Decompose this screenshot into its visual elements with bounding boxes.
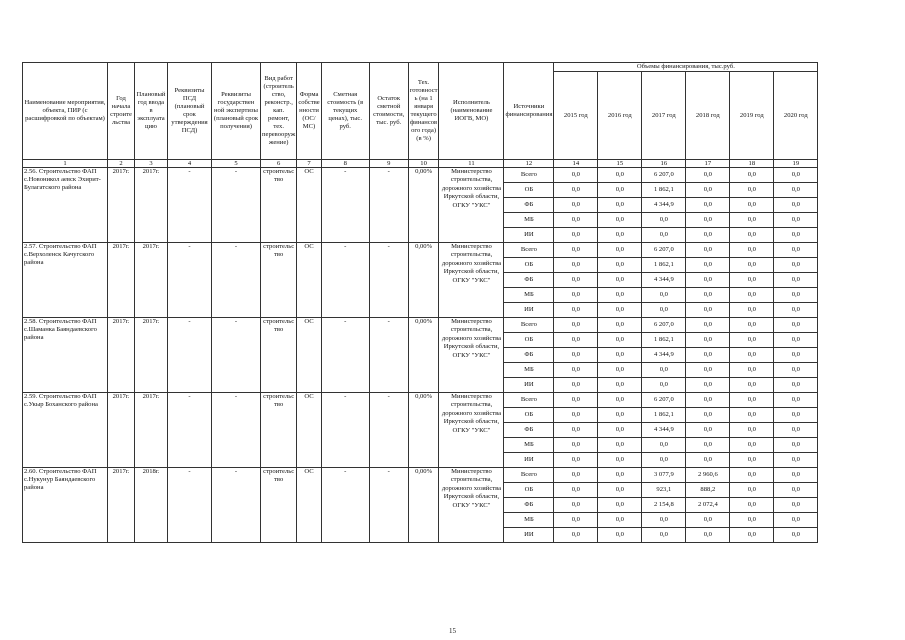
funding-source: ИИ bbox=[504, 228, 554, 243]
funding-value: 0,0 bbox=[598, 453, 642, 468]
funding-value: 0,0 bbox=[554, 228, 598, 243]
psd-value: - bbox=[168, 243, 212, 318]
planned-year: 2017г. bbox=[135, 168, 168, 243]
estimate-value: - bbox=[321, 168, 369, 243]
funding-source: ОБ bbox=[504, 183, 554, 198]
funding-value: 0,0 bbox=[730, 363, 774, 378]
column-number: 14 bbox=[554, 160, 598, 168]
funding-value: 0,0 bbox=[730, 423, 774, 438]
work-type: строительс тво bbox=[261, 243, 297, 318]
executor: Министерство строительства, дорожного хозяйства Иркутской области, ОГКУ "УКС" bbox=[439, 168, 504, 243]
funding-value: 1 862,1 bbox=[642, 333, 686, 348]
funding-value: 0,0 bbox=[554, 528, 598, 543]
table-row bbox=[23, 243, 818, 258]
funding-value: 3 077,9 bbox=[642, 468, 686, 483]
funding-value: 0,0 bbox=[730, 303, 774, 318]
funding-value: 4 344,9 bbox=[642, 198, 686, 213]
funding-value: 0,0 bbox=[686, 303, 730, 318]
funding-value: 0,0 bbox=[686, 258, 730, 273]
funding-value: 0,0 bbox=[686, 318, 730, 333]
planned-year: 2017г. bbox=[135, 318, 168, 393]
funding-value: 0,0 bbox=[774, 483, 818, 498]
funding-value: 4 344,9 bbox=[642, 273, 686, 288]
ownership: ОС bbox=[297, 468, 321, 543]
funding-value: 0,0 bbox=[554, 438, 598, 453]
funding-value: 0,0 bbox=[686, 273, 730, 288]
funding-value: 0,0 bbox=[774, 423, 818, 438]
funding-value: 0,0 bbox=[774, 348, 818, 363]
funding-value: 0,0 bbox=[598, 528, 642, 543]
work-type: строительс тво bbox=[261, 318, 297, 393]
funding-source: ФБ bbox=[504, 198, 554, 213]
funding-source: ИИ bbox=[504, 528, 554, 543]
funding-value: 0,0 bbox=[774, 498, 818, 513]
funding-value: 0,0 bbox=[598, 213, 642, 228]
header-sources: Источники финансирования bbox=[504, 63, 554, 160]
executor: Министерство строительства, дорожного хозяйства Иркутской области, ОГКУ "УКС" bbox=[439, 318, 504, 393]
funding-value: 2 072,4 bbox=[686, 498, 730, 513]
funding-value: 0,0 bbox=[598, 363, 642, 378]
funding-value: 0,0 bbox=[686, 168, 730, 183]
funding-value: 0,0 bbox=[598, 258, 642, 273]
funding-value: 0,0 bbox=[598, 423, 642, 438]
funding-value: 0,0 bbox=[642, 453, 686, 468]
funding-value: 0,0 bbox=[686, 363, 730, 378]
funding-value: 0,0 bbox=[554, 318, 598, 333]
funding-value: 0,0 bbox=[554, 423, 598, 438]
header-year-2015: 2015 год bbox=[554, 71, 598, 159]
funding-value: 0,0 bbox=[686, 423, 730, 438]
expertise-value: - bbox=[212, 393, 261, 468]
funding-value: 0,0 bbox=[730, 288, 774, 303]
funding-value: 0,0 bbox=[554, 378, 598, 393]
readiness-value: 0,00% bbox=[408, 243, 439, 318]
funding-value: 923,1 bbox=[642, 483, 686, 498]
header-year-2020: 2020 год bbox=[774, 71, 818, 159]
column-number: 12 bbox=[504, 160, 554, 168]
start-year: 2017г. bbox=[108, 393, 135, 468]
funding-value: 0,0 bbox=[686, 528, 730, 543]
funding-source: ОБ bbox=[504, 258, 554, 273]
funding-value: 0,0 bbox=[730, 393, 774, 408]
funding-value: 0,0 bbox=[554, 213, 598, 228]
table-row bbox=[23, 318, 818, 333]
header-ownership: Форма собстве нности (ОС/МС) bbox=[297, 63, 321, 160]
funding-value: 0,0 bbox=[554, 303, 598, 318]
funding-source: Всего bbox=[504, 168, 554, 183]
funding-source: ОБ bbox=[504, 408, 554, 423]
readiness-value: 0,00% bbox=[408, 318, 439, 393]
funding-source: ФБ bbox=[504, 423, 554, 438]
funding-value: 0,0 bbox=[642, 213, 686, 228]
table-row bbox=[23, 393, 818, 408]
funding-value: 0,0 bbox=[554, 498, 598, 513]
funding-value: 0,0 bbox=[774, 303, 818, 318]
column-number: 9 bbox=[369, 160, 408, 168]
table-row bbox=[23, 468, 818, 483]
funding-value: 0,0 bbox=[774, 363, 818, 378]
funding-value: 0,0 bbox=[730, 273, 774, 288]
funding-value: 0,0 bbox=[774, 468, 818, 483]
readiness-value: 0,00% bbox=[408, 393, 439, 468]
header-remaining: Остаток сметной стоимости, тыс. руб. bbox=[369, 63, 408, 160]
column-number: 10 bbox=[408, 160, 439, 168]
funding-value: 0,0 bbox=[642, 228, 686, 243]
funding-value: 0,0 bbox=[642, 288, 686, 303]
project-name: 2.58. Строительство ФАП с.Шаманка Баяндаевского района bbox=[23, 318, 108, 393]
column-number: 11 bbox=[439, 160, 504, 168]
funding-value: 0,0 bbox=[774, 228, 818, 243]
remaining-value: - bbox=[369, 468, 408, 543]
funding-value: 0,0 bbox=[642, 363, 686, 378]
funding-value: 0,0 bbox=[598, 168, 642, 183]
funding-value: 0,0 bbox=[774, 288, 818, 303]
funding-value: 0,0 bbox=[554, 288, 598, 303]
funding-value: 0,0 bbox=[730, 198, 774, 213]
funding-value: 0,0 bbox=[642, 513, 686, 528]
funding-value: 0,0 bbox=[730, 513, 774, 528]
funding-source: МБ bbox=[504, 213, 554, 228]
estimate-value: - bbox=[321, 468, 369, 543]
funding-value: 0,0 bbox=[686, 198, 730, 213]
funding-value: 0,0 bbox=[598, 348, 642, 363]
header-year-2018: 2018 год bbox=[686, 71, 730, 159]
planned-year: 2017г. bbox=[135, 243, 168, 318]
funding-value: 0,0 bbox=[774, 408, 818, 423]
funding-value: 0,0 bbox=[686, 393, 730, 408]
funding-value: 0,0 bbox=[598, 228, 642, 243]
funding-value: 0,0 bbox=[598, 333, 642, 348]
funding-value: 0,0 bbox=[598, 183, 642, 198]
funding-value: 0,0 bbox=[730, 258, 774, 273]
funding-value: 0,0 bbox=[730, 183, 774, 198]
estimate-value: - bbox=[321, 318, 369, 393]
funding-value: 0,0 bbox=[642, 528, 686, 543]
funding-value: 0,0 bbox=[598, 318, 642, 333]
funding-value: 0,0 bbox=[598, 378, 642, 393]
funding-value: 0,0 bbox=[554, 453, 598, 468]
funding-value: 0,0 bbox=[730, 438, 774, 453]
table-body bbox=[23, 160, 818, 543]
funding-value: 0,0 bbox=[774, 183, 818, 198]
funding-value: 6 207,0 bbox=[642, 393, 686, 408]
funding-value: 0,0 bbox=[730, 348, 774, 363]
funding-value: 0,0 bbox=[554, 243, 598, 258]
column-number: 5 bbox=[212, 160, 261, 168]
work-type: строительс тво bbox=[261, 468, 297, 543]
expertise-value: - bbox=[212, 468, 261, 543]
funding-value: 0,0 bbox=[686, 333, 730, 348]
header-funding-group: Объемы финансирования, тыс.руб. bbox=[554, 63, 818, 72]
header-readiness: Тех. готовност ь (на 1 января текущего финансов ого года) (в %) bbox=[408, 63, 439, 160]
planned-year: 2018г. bbox=[135, 468, 168, 543]
header-year-2016: 2016 год bbox=[598, 71, 642, 159]
header-year-2019: 2019 год bbox=[730, 71, 774, 159]
funding-value: 0,0 bbox=[730, 483, 774, 498]
ownership: ОС bbox=[297, 243, 321, 318]
funding-source: МБ bbox=[504, 438, 554, 453]
funding-value: 0,0 bbox=[686, 453, 730, 468]
funding-source: ИИ bbox=[504, 378, 554, 393]
funding-value: 0,0 bbox=[554, 393, 598, 408]
funding-value: 0,0 bbox=[598, 303, 642, 318]
funding-source: ФБ bbox=[504, 273, 554, 288]
psd-value: - bbox=[168, 168, 212, 243]
funding-value: 0,0 bbox=[730, 213, 774, 228]
readiness-value: 0,00% bbox=[408, 468, 439, 543]
funding-value: 0,0 bbox=[554, 348, 598, 363]
funding-value: 4 344,9 bbox=[642, 348, 686, 363]
funding-value: 0,0 bbox=[774, 333, 818, 348]
funding-value: 0,0 bbox=[686, 348, 730, 363]
funding-value: 0,0 bbox=[730, 318, 774, 333]
funding-source: ОБ bbox=[504, 333, 554, 348]
executor: Министерство строительства, дорожного хозяйства Иркутской области, ОГКУ "УКС" bbox=[439, 393, 504, 468]
header-psd: Реквизиты ПСД (плановый срок утверждения ПСД) bbox=[168, 63, 212, 160]
funding-value: 0,0 bbox=[774, 213, 818, 228]
funding-value: 0,0 bbox=[730, 453, 774, 468]
column-number: 6 bbox=[261, 160, 297, 168]
column-number: 16 bbox=[642, 160, 686, 168]
header-year-2017: 2017 год bbox=[642, 71, 686, 159]
column-number: 4 bbox=[168, 160, 212, 168]
funding-value: 0,0 bbox=[774, 273, 818, 288]
header-expertise: Реквизиты государствен ной экспертизы (плановый срок получения) bbox=[212, 63, 261, 160]
header-executor: Исполнитель (наименование ИОГВ, МО) bbox=[439, 63, 504, 160]
column-number-row bbox=[23, 160, 818, 168]
funding-value: 0,0 bbox=[774, 453, 818, 468]
readiness-value: 0,00% bbox=[408, 168, 439, 243]
funding-value: 0,0 bbox=[598, 438, 642, 453]
start-year: 2017г. bbox=[108, 318, 135, 393]
column-number: 3 bbox=[135, 160, 168, 168]
start-year: 2017г. bbox=[108, 168, 135, 243]
funding-value: 0,0 bbox=[554, 273, 598, 288]
funding-value: 0,0 bbox=[774, 438, 818, 453]
funding-value: 0,0 bbox=[598, 273, 642, 288]
column-number: 15 bbox=[598, 160, 642, 168]
ownership: ОС bbox=[297, 318, 321, 393]
page-number: 15 bbox=[449, 627, 456, 635]
column-number: 17 bbox=[686, 160, 730, 168]
funding-source: Всего bbox=[504, 318, 554, 333]
ownership: ОС bbox=[297, 393, 321, 468]
funding-value: 0,0 bbox=[554, 258, 598, 273]
funding-value: 0,0 bbox=[642, 378, 686, 393]
funding-value: 0,0 bbox=[554, 183, 598, 198]
funding-value: 0,0 bbox=[598, 393, 642, 408]
estimate-value: - bbox=[321, 393, 369, 468]
funding-value: 0,0 bbox=[686, 243, 730, 258]
funding-value: 0,0 bbox=[774, 258, 818, 273]
funding-value: 0,0 bbox=[598, 483, 642, 498]
psd-value: - bbox=[168, 468, 212, 543]
table-row bbox=[23, 168, 818, 183]
funding-value: 0,0 bbox=[730, 408, 774, 423]
work-type: строительс тво bbox=[261, 393, 297, 468]
funding-value: 1 862,1 bbox=[642, 408, 686, 423]
funding-value: 0,0 bbox=[554, 408, 598, 423]
funding-value: 0,0 bbox=[774, 318, 818, 333]
funding-source: ФБ bbox=[504, 498, 554, 513]
funding-value: 0,0 bbox=[554, 468, 598, 483]
column-number: 7 bbox=[297, 160, 321, 168]
funding-value: 1 862,1 bbox=[642, 183, 686, 198]
funding-value: 0,0 bbox=[774, 378, 818, 393]
remaining-value: - bbox=[369, 393, 408, 468]
funding-value: 0,0 bbox=[686, 408, 730, 423]
funding-value: 0,0 bbox=[686, 213, 730, 228]
funding-value: 0,0 bbox=[598, 198, 642, 213]
remaining-value: - bbox=[369, 168, 408, 243]
funding-source: Всего bbox=[504, 393, 554, 408]
header-planned-year: Плановый год ввода в эксплуата цию bbox=[135, 63, 168, 160]
funding-value: 2 154,8 bbox=[642, 498, 686, 513]
funding-value: 6 207,0 bbox=[642, 318, 686, 333]
funding-source: ОБ bbox=[504, 483, 554, 498]
column-number: 2 bbox=[108, 160, 135, 168]
project-name: 2.60. Строительство ФАП с.Нукунур Баяндаевского района bbox=[23, 468, 108, 543]
funding-value: 0,0 bbox=[774, 528, 818, 543]
funding-value: 0,0 bbox=[686, 183, 730, 198]
planned-year: 2017г. bbox=[135, 393, 168, 468]
funding-source: Всего bbox=[504, 468, 554, 483]
funding-value: 0,0 bbox=[598, 288, 642, 303]
remaining-value: - bbox=[369, 318, 408, 393]
funding-value: 0,0 bbox=[686, 378, 730, 393]
funding-value: 2 960,6 bbox=[686, 468, 730, 483]
expertise-value: - bbox=[212, 318, 261, 393]
funding-value: 0,0 bbox=[730, 333, 774, 348]
header-start-year: Год начала строите льства bbox=[108, 63, 135, 160]
funding-value: 0,0 bbox=[730, 378, 774, 393]
funding-value: 6 207,0 bbox=[642, 168, 686, 183]
funding-value: 0,0 bbox=[730, 498, 774, 513]
column-number: 19 bbox=[774, 160, 818, 168]
funding-value: 0,0 bbox=[598, 408, 642, 423]
funding-value: 0,0 bbox=[554, 198, 598, 213]
column-number: 8 bbox=[321, 160, 369, 168]
funding-value: 0,0 bbox=[598, 243, 642, 258]
expertise-value: - bbox=[212, 168, 261, 243]
column-number: 1 bbox=[23, 160, 108, 168]
funding-value: 0,0 bbox=[554, 363, 598, 378]
funding-value: 0,0 bbox=[730, 528, 774, 543]
funding-value: 0,0 bbox=[598, 468, 642, 483]
funding-value: 6 207,0 bbox=[642, 243, 686, 258]
estimate-value: - bbox=[321, 243, 369, 318]
project-name: 2.57. Строительство ФАП с.Верхоленск Качугского района bbox=[23, 243, 108, 318]
funding-source: МБ bbox=[504, 363, 554, 378]
funding-value: 0,0 bbox=[774, 513, 818, 528]
funding-value: 0,0 bbox=[774, 168, 818, 183]
funding-value: 0,0 bbox=[730, 243, 774, 258]
ownership: ОС bbox=[297, 168, 321, 243]
funding-value: 0,0 bbox=[554, 513, 598, 528]
funding-value: 888,2 bbox=[686, 483, 730, 498]
funding-value: 0,0 bbox=[686, 513, 730, 528]
funding-source: ФБ bbox=[504, 348, 554, 363]
funding-value: 0,0 bbox=[686, 288, 730, 303]
funding-value: 1 862,1 bbox=[642, 258, 686, 273]
remaining-value: - bbox=[369, 243, 408, 318]
funding-value: 0,0 bbox=[774, 243, 818, 258]
funding-value: 0,0 bbox=[642, 303, 686, 318]
funding-value: 0,0 bbox=[554, 168, 598, 183]
funding-source: МБ bbox=[504, 513, 554, 528]
funding-source: ИИ bbox=[504, 453, 554, 468]
funding-value: 0,0 bbox=[686, 228, 730, 243]
column-number: 18 bbox=[730, 160, 774, 168]
funding-value: 0,0 bbox=[686, 438, 730, 453]
funding-value: 0,0 bbox=[730, 228, 774, 243]
funding-value: 0,0 bbox=[642, 438, 686, 453]
funding-value: 0,0 bbox=[730, 468, 774, 483]
funding-value: 0,0 bbox=[598, 498, 642, 513]
psd-value: - bbox=[168, 393, 212, 468]
funding-value: 0,0 bbox=[730, 168, 774, 183]
header-name: Наименование мероприятия, объекта, ПИР (с расшифровкой по объектам) bbox=[23, 63, 108, 160]
work-type: строительс тво bbox=[261, 168, 297, 243]
funding-value: 0,0 bbox=[774, 393, 818, 408]
psd-value: - bbox=[168, 318, 212, 393]
funding-table bbox=[22, 62, 818, 543]
executor: Министерство строительства, дорожного хозяйства Иркутской области, ОГКУ "УКС" bbox=[439, 468, 504, 543]
executor: Министерство строительства, дорожного хозяйства Иркутской области, ОГКУ "УКС" bbox=[439, 243, 504, 318]
funding-value: 0,0 bbox=[598, 513, 642, 528]
expertise-value: - bbox=[212, 243, 261, 318]
header-estimate: Сметная стоимость (в текущих ценах), тыс. руб. bbox=[321, 63, 369, 160]
start-year: 2017г. bbox=[108, 468, 135, 543]
project-name: 2.59. Строительство ФАП с.Укыр Боханского района bbox=[23, 393, 108, 468]
start-year: 2017г. bbox=[108, 243, 135, 318]
funding-source: Всего bbox=[504, 243, 554, 258]
funding-value: 0,0 bbox=[774, 198, 818, 213]
funding-value: 0,0 bbox=[554, 483, 598, 498]
project-name: 2.56. Строительство ФАП с.Новоникол aевск Эхирит-Булагатского района bbox=[23, 168, 108, 243]
funding-value: 0,0 bbox=[554, 333, 598, 348]
funding-value: 4 344,9 bbox=[642, 423, 686, 438]
header-work-type: Вид работ (строитель ство, реконстр., кап. ремонт, тех. перевооруж жение) bbox=[261, 63, 297, 160]
funding-source: МБ bbox=[504, 288, 554, 303]
funding-source: ИИ bbox=[504, 303, 554, 318]
